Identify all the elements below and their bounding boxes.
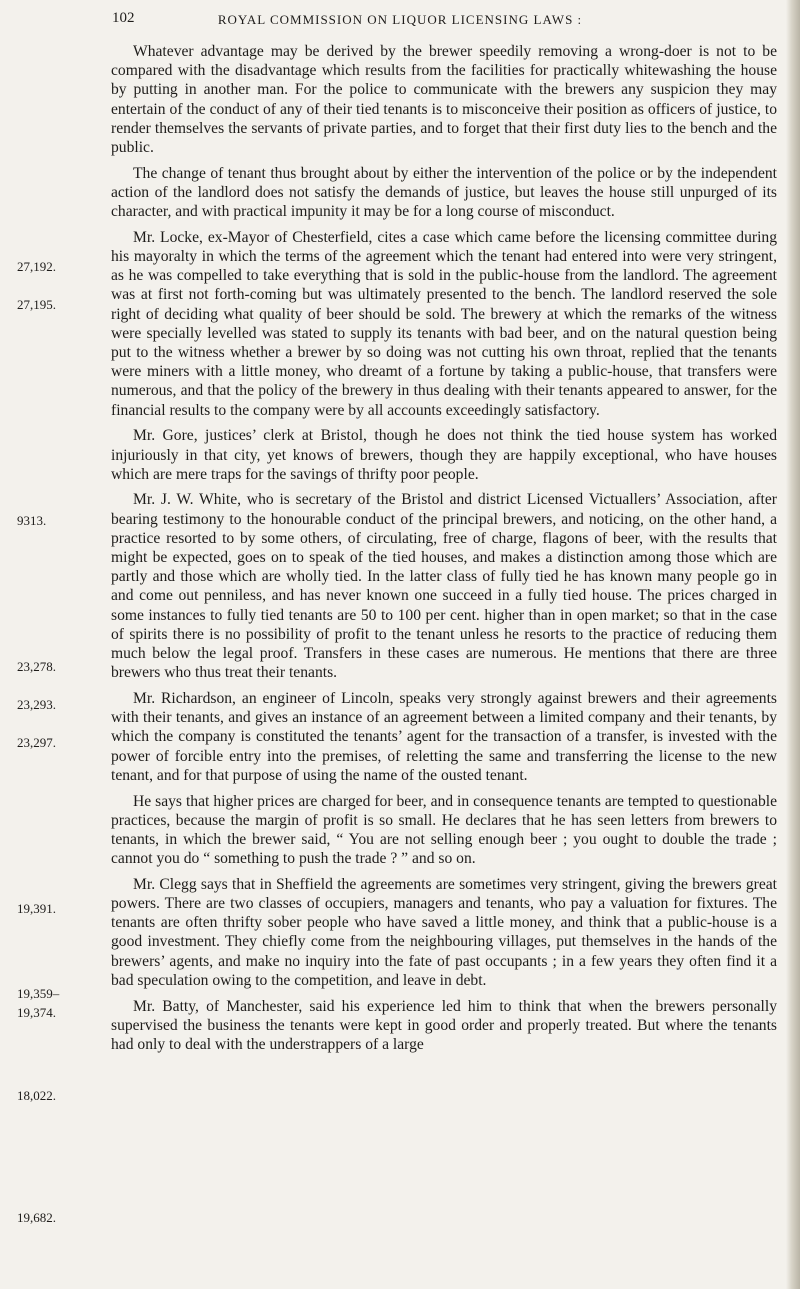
margin-ref: 19,682. [17, 1210, 56, 1225]
paragraph: Mr. Locke, ex-Mayor of Chesterfield, cites a case which came before the licensing committee during his mayoralty in which the terms of the agreement which the tenant had entered into were very stringent, as he was compelled to take everything that is sold in the public-house from the landlord. The agreement was at first not forth-coming but was ultimately presented to the bench. The landlord reserved the sole right of deciding what quality of beer should be sold. The brewery at which the remarks of the witness were specially levelled was stated to supply its tenants with bad beer, and on the natural question being put to the witness whether a brewer by so doing was not cutting his own throat, replied that the tenants were miners with a little money, who dreamt of a fortune by taking a public-house, that transfers were numerous, and that the policy of the brewery in thus dealing with their tenants appeared to answer, for the financial results to the company were by all accounts exceedingly satisfactory. [111, 228, 777, 419]
margin-ref: 27,195. [17, 297, 56, 312]
page-number: 102 [112, 10, 135, 26]
margin-ref: 9313. [17, 513, 47, 528]
page-header [0, 8, 800, 30]
body-text [111, 42, 777, 1061]
paragraph: Mr. Richardson, an engineer of Lincoln, speaks very strongly against brewers and their agreements with their tenants, and gives an instance of an agreement between a limited company and their tenants, by which the company is constituted the tenants’ agent for the transaction of a transfer, is invested with the power of forcible entry into the premises, of reletting the same and transferring the license to the new tenant, and for that purpose of using the name of the ousted tenant. [111, 690, 777, 784]
margin-ref: 19,374. [17, 1005, 56, 1020]
margin-ref: 19,359– [17, 986, 60, 1001]
paragraph: Mr. Clegg says that in Sheffield the agreements are sometimes very stringent, giving the brewers great powers. There are two classes of occupiers, managers and tenants, who pay a valuation for fixtures. The tenants are often thrifty sober people who have saved a little money, and think that a public-house is a good investment. They chiefly come from the neighbouring villages, put themselves in the hands of the brewers’ agents, and make no inquiry into the fate of past occupants ; in a few years they often find it a bad speculation owing to the competition, and leave in debt. [111, 875, 777, 989]
paragraph: Mr. Batty, of Manchester, said his experience led him to think that when the brewers personally supervised the business the tenants were kept in good order and properly treated. But where the tenants had only to deal with the understrappers of a large [111, 997, 777, 1053]
margin-ref: 23,293. [17, 697, 56, 712]
running-title: ROYAL COMMISSION ON LIQUOR LICENSING LAWS : [217, 12, 583, 27]
margin-ref: 18,022. [17, 1088, 56, 1103]
margin-ref: 23,278. [17, 659, 56, 674]
paragraph: Mr. J. W. White, who is secretary of the Bristol and district Licensed Victuallers’ Association, after bearing testimony to the honourable conduct of the principal brewers, and noticing, on the other hand, a practice resorted to by some others, of circulating, free of charge, flagons of beer, with the results that might be expected, goes on to speak of the tied houses, and makes a distinction among those which are partly and those which are wholly tied. In the latter class of fully tied he has known many people go in and come out penniless, and has never known one succeed in a fully tied house. The prices charged in some instances to fully tied tenants are 50 to 100 per cent. higher than in open market; so that in the case of spirits there is no possibility of profit to the tenant unless he resorts to the practice of reducing them much below the legal proof. Transfers in these cases are numerous. He mentions that there are three brewers who thus treat their tenants. [111, 491, 777, 682]
margin-ref: 27,192. [17, 259, 56, 274]
paragraph: The change of tenant thus brought about by either the intervention of the police or by the independent action of the landlord does not satisfy the demands of justice, but leaves the house still unpurged of its character, and with practical impunity it may be for a long course of misconduct. [111, 164, 777, 221]
paragraph: He says that higher prices are charged for beer, and in consequence tenants are tempted to questionable practices, because the margin of profit is so small. He declares that he has seen letters from brewers to tenants, in which the brewer said, “ You are not selling enough beer ; you ought to double the trade ; cannot you do “ something to push the trade ? ” and so on. [111, 792, 777, 868]
paragraph: Whatever advantage may be derived by the brewer speedily removing a wrong-doer is not to be compared with the disadvantage which results from the facilities for practically whitewashing the house by putting in another man. For the police to communicate with the brewers any suspicion they may entertain of the conduct of any of their tied tenants is to misconceive their position as officers of justice, to render themselves the servants of private parties, and to forget that their first duty lies to the bench and the public. [111, 43, 777, 157]
margin-ref: 23,297. [17, 735, 56, 750]
margin-ref: 19,391. [17, 901, 56, 916]
page-edge [786, 0, 800, 1289]
paragraph: Mr. Gore, justices’ clerk at Bristol, though he does not think the tied house system has worked injuriously in that city, yet knows of brewers, though they are happily exceptional, who have houses which are mere traps for the savings of thrifty poor people. [111, 427, 777, 483]
